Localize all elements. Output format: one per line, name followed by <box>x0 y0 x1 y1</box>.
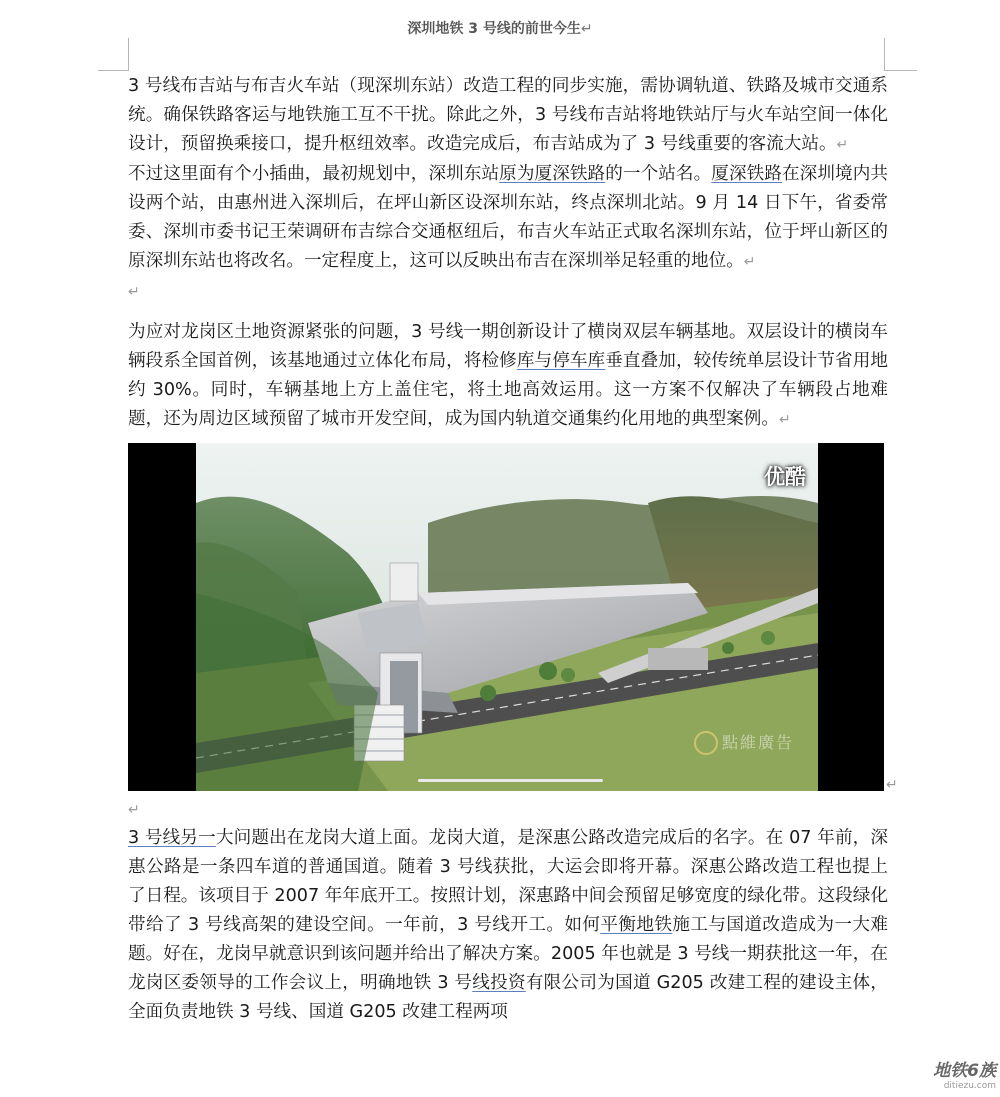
empty-paragraph[interactable] <box>128 277 888 306</box>
underlined-phrase: 库与停车库 <box>516 351 606 371</box>
underlined-phrase: 原为厦深铁路 <box>499 164 606 184</box>
underlined-phrase: 3 号线另一 <box>128 828 216 848</box>
document-body[interactable] <box>128 72 898 1027</box>
depot-rendering-image[interactable] <box>128 443 884 791</box>
paragraph-2-text-a: 不过这里面有个小插曲，最初规划中，深圳东站 <box>128 164 500 184</box>
paragraph-4-text-a: 大问题出在龙岗大道上面。龙岗大道，是深惠公路改造完成后的名字。在 07 年前，深惠公路是一条四车道的普通国道。随着 3 号线获批，大运会即将开幕。深惠公路改造工程也提上了日程。该项目于 2007 年年底开工。按照计划，深惠路中间会预留足够宽度的绿化带。这段绿化带给了 3 号线高架的建设空间。一年前，3 号线开工。如何 <box>128 828 889 935</box>
underlined-phrase: 线投资 <box>472 973 526 993</box>
site-watermark-name: 地铁6族 <box>933 1061 996 1081</box>
paragraph-3-text-a: 为应对龙岗区土地资源紧张的问题，3 号线一期创新设计了横岗双层车辆基地。双层设计的横岗车辆段系全国首例，该基地通过立体化布局，将检修 <box>128 322 888 371</box>
paragraph-mark: ↵ <box>128 284 140 300</box>
paragraph-mark: ↵ <box>580 21 593 37</box>
advertiser-watermark <box>694 730 794 756</box>
paragraph-mark: ↵ <box>128 802 140 818</box>
video-watermark-logo: 优酷 <box>764 465 806 489</box>
document-header <box>0 18 1000 38</box>
paragraph-mark: ↵ <box>778 412 791 428</box>
paragraph-2-text-b: 的一个站名。 <box>605 164 712 184</box>
paragraph-2[interactable] <box>128 160 888 277</box>
advertiser-logo-icon <box>694 731 718 755</box>
underlined-phrase: 平衡地铁 <box>600 915 673 935</box>
paragraph-mark: ↵ <box>886 777 898 793</box>
crop-mark-top-left <box>98 38 129 71</box>
advertiser-watermark-text: 點維廣告 <box>721 732 794 752</box>
paragraph-2-text-c: 在深圳境内共设两个站，由惠州进入深圳后，在坪山新区设深圳东站，终点深圳北站。9 月 14 日下午，省委常委、深圳市委书记王荣调研布吉综合交通枢纽后，布吉火车站正式取名深圳东站，位于坪山新区的原深圳东站也将改名。一定程度上，这可以反映出布吉在深圳举足轻重的地位。 <box>128 164 888 271</box>
paragraph-mark: ↵ <box>743 254 756 270</box>
underlined-phrase: 厦深铁路 <box>711 164 782 184</box>
paragraph-mark: ↵ <box>836 137 849 153</box>
paragraph-1[interactable] <box>128 72 888 160</box>
video-progress-bar[interactable] <box>418 779 603 782</box>
paragraph-3-text-b: 垂直叠加，较传统单层设计节省用地约 30%。同时，车辆基地上方上盖住宅，将土地高效运用。这一方案不仅解决了车辆段占地难题，还为周边区域预留了城市开发空间，成为国内轨道交通集约化用地的典型案例。 <box>128 351 888 429</box>
site-watermark-logo <box>933 1056 996 1091</box>
empty-paragraph[interactable] <box>128 795 888 824</box>
paragraph-spacing <box>128 306 888 318</box>
document-title: 深圳地铁 3 号线的前世今生 <box>407 21 581 37</box>
paragraph-4[interactable] <box>128 824 888 1027</box>
site-watermark-url: ditiezu.com <box>943 1081 996 1091</box>
paragraph-4-text-b: 施工与国道改造成为一大难题。好在，龙岗早就意识到该问题并给出了解决方案。2005 年也就是 3 号线一期获批这一年，在龙岗区委领导的工作会议上，明确地铁 3 号 <box>128 915 888 993</box>
paragraph-1-text: 3 号线布吉站与布吉火车站（现深圳东站）改造工程的同步实施，需协调轨道、铁路及城市交通系统。确保铁路客运与地铁施工互不干扰。除此之外，3 号线布吉站将地铁站厅与火车站空间一体化设计，预留换乘接口，提升枢纽效率。改造完成后，布吉站成为了 3 号线重要的客流大站。 <box>128 76 888 154</box>
paragraph-3[interactable] <box>128 318 888 435</box>
paragraph-4-text-c: 有限公司为国道 G205 改建工程的建设主体，全面负责地铁 3 号线、国道 G205 改建工程两项 <box>128 973 888 1022</box>
figure-row <box>128 443 898 795</box>
crop-mark-top-right <box>884 38 917 71</box>
